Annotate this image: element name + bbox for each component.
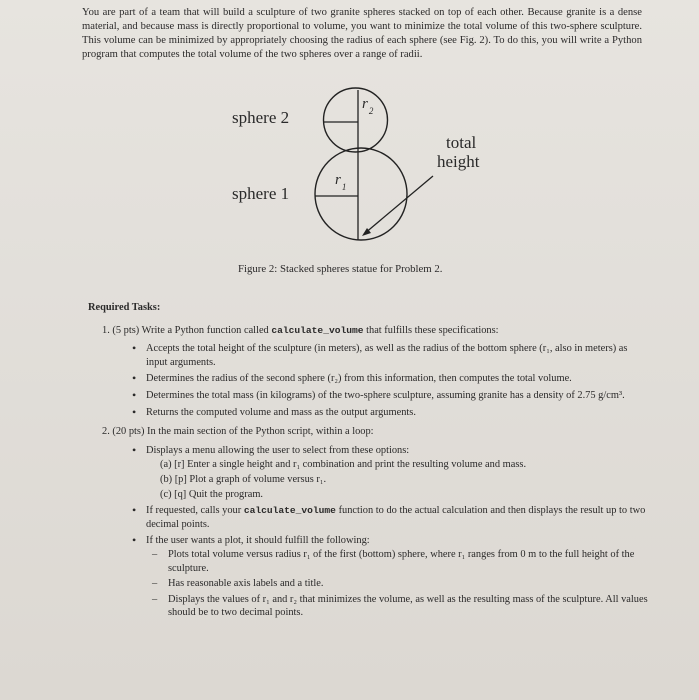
sphere-1-label: sphere 1 — [232, 184, 290, 203]
r1-sub: 1 — [341, 182, 347, 192]
task-2-bullet-1 — [132, 444, 648, 501]
task-1-bullet-2: • Determines the radius of the second sphere (r₂) from this information, then computes the total volume. — [132, 372, 648, 386]
sphere-1-circle — [315, 148, 407, 240]
task-2-bullet-2-code: calculate_volume — [243, 505, 336, 517]
task-1 — [102, 324, 648, 420]
height-label: height — [437, 152, 480, 171]
plot-req-2: – Has reasonable axis labels and a title. — [152, 577, 648, 591]
required-tasks — [88, 301, 648, 626]
task-2-bullet-1-text: • Displays a menu allowing the user to select from these options: — [146, 444, 410, 456]
task-1-bullet-4: • Returns the computed volume and mass as the output arguments. — [132, 406, 648, 420]
plot-requirements — [146, 548, 648, 620]
task-1-rest: that fulfills these specifications: — [366, 324, 499, 336]
r1-symbol — [335, 172, 347, 192]
r2-sub: 2 — [368, 106, 374, 116]
menu-option-c: (c) [q] Quit the program. — [160, 488, 264, 500]
menu-option-a: (a) [r] Enter a single height and r₁ combination and print the resulting volume and mass. — [160, 459, 527, 471]
total-label: total — [446, 133, 477, 152]
tasks-heading: Required Tasks: — [88, 302, 161, 313]
task-1-bullet-1: • Accepts the total height of the sculpture (in meters), as well as the radius of the bottom sphere (r₁, also in meters) as input arguments. — [132, 342, 648, 369]
task-1-bullets — [102, 342, 648, 419]
plot-req-1: – Plots total volume versus radius r₁ of the first (bottom) sphere, where r₁ ranges from 0 m to the full height of the sculpture. — [152, 548, 648, 575]
r1-main: r — [335, 172, 341, 188]
task-1-line — [102, 324, 648, 338]
task-2-lead: 2. (20 pts) In the main section of the Python script, within a loop: — [102, 426, 374, 438]
task-2-bullet-2 — [132, 504, 648, 531]
task-2-bullets — [102, 444, 648, 620]
sphere-2-circle — [324, 88, 388, 152]
r2-main: r — [362, 96, 368, 112]
total-height-arrow — [364, 176, 433, 234]
plot-req-3: – Displays the values of r₁ and r₂ that minimizes the volume, as well as the resulting mass of the sculpture. All values should be to two decimal points. — [152, 593, 648, 620]
figure-caption: Figure 2: Stacked spheres statue for Problem 2. — [238, 263, 443, 275]
sphere-2-label: sphere 2 — [232, 108, 290, 127]
stacked-spheres-figure — [0, 0, 699, 300]
task-1-code: calculate_volume — [271, 324, 364, 336]
task-1-bullet-3: • Determines the total mass (in kilograms) of the two-sphere sculpture, assuming granite has a density of 2.75 g/cm³. — [132, 389, 648, 403]
task-2 — [102, 425, 648, 620]
task-1-lead: 1. (5 pts) Write a Python function called — [102, 324, 269, 336]
task-2-bullet-2-pre: If requested, calls your — [146, 505, 242, 517]
menu-option-b: (b) [p] Plot a graph of volume versus r₁. — [160, 473, 327, 485]
r2-symbol — [362, 96, 374, 116]
task-2-bullet-3-text: • If the user wants a plot, it should fulfill the following: — [146, 535, 370, 547]
task-2-bullet-3 — [132, 534, 648, 620]
intro-paragraph: You are part of a team that will build a sculpture of two granite spheres stacked on top of each other. Because granite is a dense material, and because mass is directly proportional to volume, you want to minimize the total volume of this two-sphere sculpture. This volume can be minimized by appropriately choosing the radius of each sphere (see Fig. 2). To do this, you will write a Python program that computes the total volume of the two spheres over a range of radii. — [82, 7, 642, 60]
task-2-bullet-2-post: function to do the actual calculation and then displays the result up to two decimal points. — [146, 505, 646, 530]
